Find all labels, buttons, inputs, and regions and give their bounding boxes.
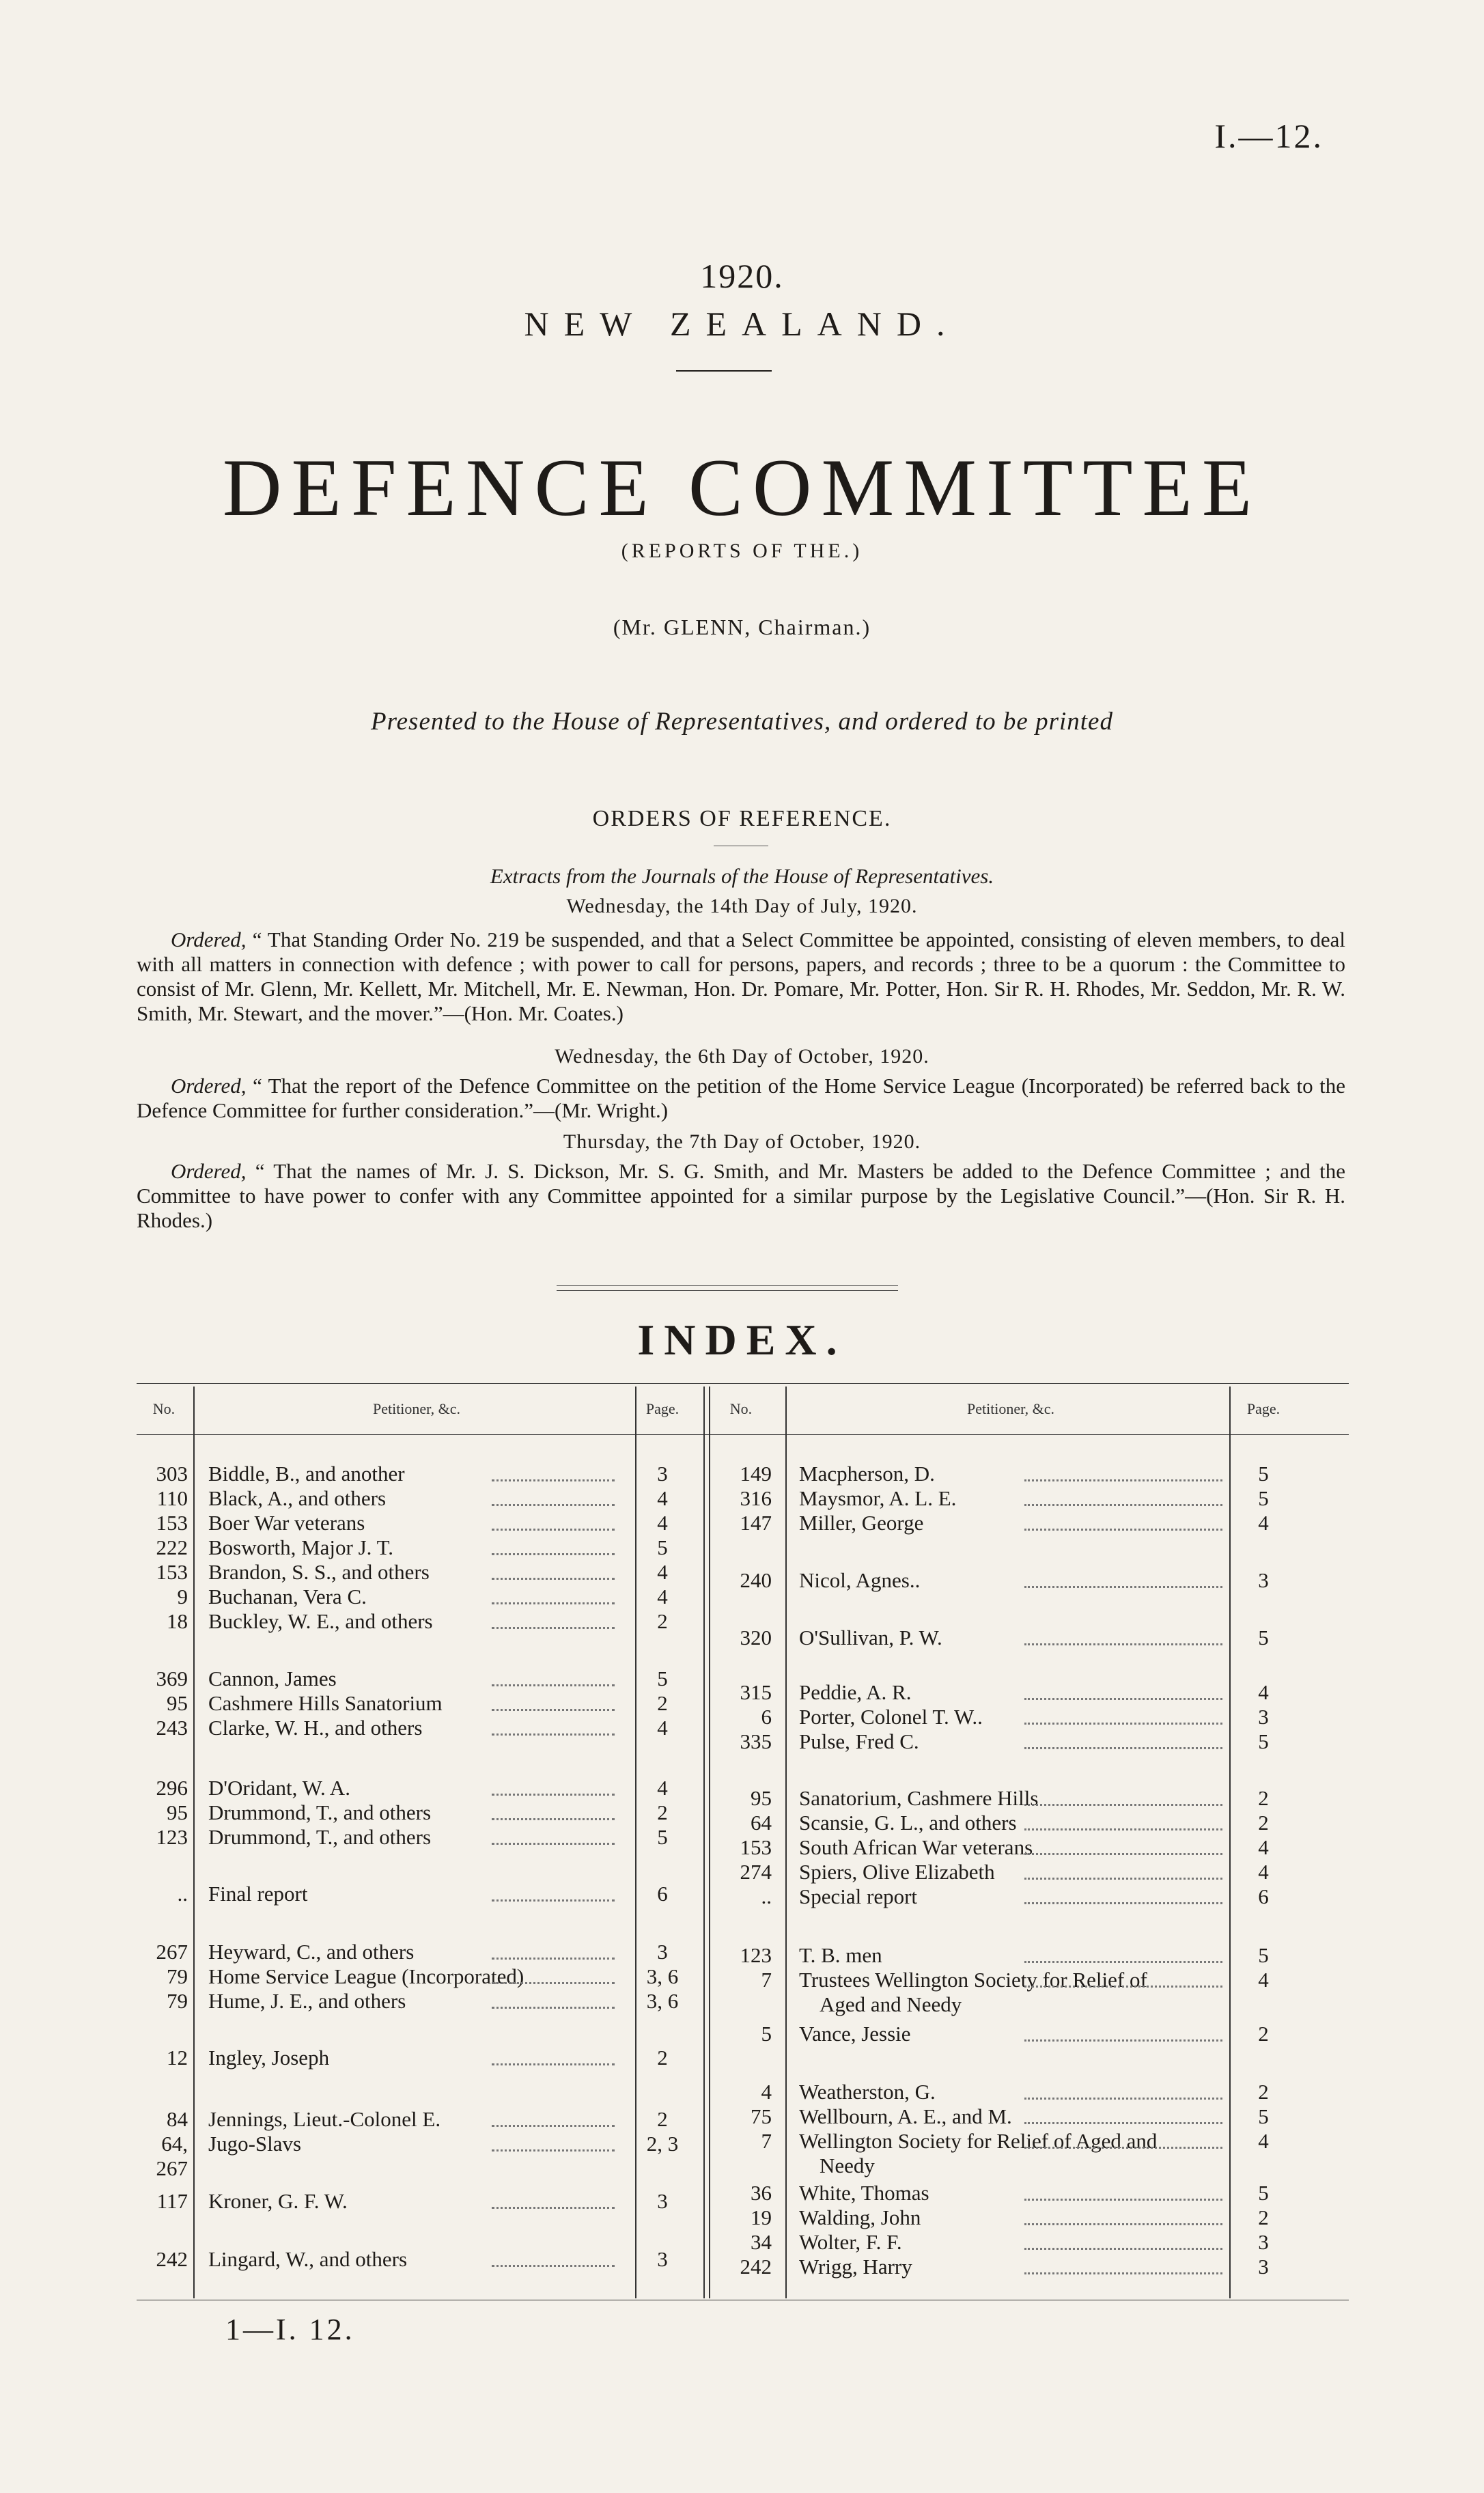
- entry-number: 242: [740, 2255, 772, 2279]
- entry-number: 123: [740, 1943, 772, 1967]
- petitioner-name: O'Sullivan, P. W.: [799, 1626, 942, 1649]
- entry-number: 147: [740, 1511, 772, 1535]
- petitioner-name: South African War veterans: [799, 1835, 1033, 1859]
- petitioner-name: Ingley, Joseph: [208, 2046, 330, 2070]
- petitioner-name: Walding, John: [799, 2205, 921, 2229]
- dot-leader: [1024, 2147, 1222, 2149]
- entry-number: 320: [740, 1626, 772, 1649]
- footer-label: 1—I. 12.: [225, 2313, 355, 2346]
- petitioner-name: Wellington Society for Relief of Aged and: [799, 2129, 1158, 2153]
- dot-leader: [492, 2149, 615, 2151]
- presented-line: Presented to the House of Representatives, and ordered to be printed: [371, 708, 1113, 736]
- ordered-label: Ordered,: [171, 1159, 247, 1183]
- order-paragraph: [137, 1159, 1345, 1233]
- entry-number: ..: [177, 1882, 188, 1906]
- page-number: 2: [657, 1800, 668, 1824]
- entry-number: 12: [167, 2046, 188, 2070]
- petitioner-name: Sanatorium, Cashmere Hills: [799, 1786, 1039, 1810]
- entry-number: 75: [751, 2104, 772, 2128]
- extracts-line: Extracts from the Journals of the House of Representatives.: [490, 864, 994, 888]
- page-number: 3: [1258, 2255, 1269, 2279]
- petitioner-name: T. B. men: [799, 1943, 882, 1967]
- page-number: 5: [1258, 1729, 1269, 1753]
- page-number: 6: [657, 1882, 668, 1906]
- petitioner-name: Special report: [799, 1884, 918, 1908]
- page-number: 4: [657, 1585, 668, 1608]
- entry-number: 7: [761, 2129, 772, 2153]
- entry-number: 267: [156, 1940, 188, 1964]
- petitioner-name: Miller, George: [799, 1511, 924, 1535]
- entry-number: 316: [740, 1486, 772, 1510]
- dot-leader: [1024, 2039, 1222, 2042]
- page-number: 4: [657, 1560, 668, 1584]
- double-divider: [557, 1285, 898, 1291]
- column-divider: [785, 1387, 787, 2298]
- petitioner-name: Weatherston, G.: [799, 2080, 936, 2104]
- column-divider: [635, 1387, 636, 2298]
- dot-leader: [1024, 1804, 1222, 1806]
- dot-leader: [492, 1627, 615, 1629]
- page-number: 3, 6: [646, 1964, 679, 1988]
- dot-leader: [1024, 1828, 1222, 1830]
- entry-number: 335: [740, 1729, 772, 1753]
- petitioner-name: Final report: [208, 1882, 308, 1906]
- petitioner-name-continued: Needy: [820, 2154, 875, 2177]
- entry-number: 153: [156, 1560, 188, 1584]
- entry-number: 153: [156, 1511, 188, 1535]
- dot-leader: [1024, 1747, 1222, 1749]
- dot-leader: [492, 1733, 615, 1736]
- column-divider: [703, 1387, 705, 2298]
- petitioner-name: Porter, Colonel T. W..: [799, 1705, 983, 1729]
- column-header-page: Page.: [1246, 1400, 1280, 1417]
- page-number: 4: [657, 1776, 668, 1800]
- column-header-petitioner: Petitioner, &c.: [372, 1400, 461, 1417]
- entry-number: 149: [740, 1462, 772, 1486]
- page-number: 4: [1258, 1680, 1269, 1704]
- page-number: 5: [657, 1535, 668, 1559]
- entry-number: 274: [740, 1860, 772, 1884]
- dot-leader: [1024, 2272, 1222, 2274]
- page-number: 2: [1258, 1811, 1269, 1835]
- page-number: 4: [1258, 1860, 1269, 1884]
- entry-number: 4: [761, 2080, 772, 2104]
- order-paragraph: [137, 928, 1345, 1026]
- petitioner-name: Black, A., and others: [208, 1486, 387, 1510]
- header-rule: [137, 1434, 1349, 1435]
- dot-leader: [492, 2063, 615, 2065]
- entry-number: 243: [156, 1716, 188, 1740]
- page-title: DEFENCE COMMITTEE: [222, 442, 1262, 533]
- column-header-no: No.: [729, 1400, 753, 1417]
- page-number: 3: [1258, 1705, 1269, 1729]
- page-number: 3: [657, 1940, 668, 1964]
- entry-number: 6: [761, 1705, 772, 1729]
- petitioner-name: Hume, J. E., and others: [208, 1989, 406, 2013]
- dot-leader: [492, 1818, 615, 1820]
- petitioner-name: Lingard, W., and others: [208, 2247, 408, 2271]
- entry-number: 34: [751, 2230, 772, 2254]
- order-date: Wednesday, the 6th Day of October, 1920.: [555, 1045, 929, 1068]
- column-header-page: Page.: [645, 1400, 680, 1417]
- petitioner-name: Biddle, B., and another: [208, 1462, 405, 1486]
- dot-leader: [1024, 2248, 1222, 2250]
- ordered-label: Ordered,: [171, 1074, 247, 1098]
- page-number: 2: [657, 2107, 668, 2131]
- dot-leader: [492, 1504, 615, 1506]
- entry-number: 79: [167, 1964, 188, 1988]
- petitioner-name: Boer War veterans: [208, 1511, 365, 1535]
- dot-leader: [492, 2125, 615, 2127]
- petitioner-name: Maysmor, A. L. E.: [799, 1486, 957, 1510]
- page-number: 4: [1258, 1968, 1269, 1992]
- entry-number: 315: [740, 1680, 772, 1704]
- page-number: 2: [657, 2046, 668, 2070]
- dot-leader: [492, 1958, 615, 1960]
- page-number: 4: [1258, 1835, 1269, 1859]
- dot-leader: [1024, 1961, 1222, 1963]
- petitioner-name: Cashmere Hills Sanatorium: [208, 1691, 443, 1715]
- year: 1920.: [700, 257, 784, 295]
- page-number: 4: [657, 1486, 668, 1510]
- entry-number: 117: [156, 2189, 188, 2213]
- page-number: 2: [1258, 2022, 1269, 2046]
- page-number: 3: [657, 2247, 668, 2271]
- entry-number: 240: [740, 1568, 772, 1592]
- dot-leader: [1024, 2199, 1222, 2201]
- order-text: “ That the report of the Defence Committee on the petition of the Home Service League (Incorporated) be referred back to the Defence Committee for further consideration.”—(Mr. Wright.): [137, 1074, 1345, 1122]
- dot-leader: [492, 1982, 615, 1984]
- entry-number: 5: [761, 2022, 772, 2046]
- page-number: 4: [1258, 1511, 1269, 1535]
- page-number: 2: [657, 1609, 668, 1633]
- dot-leader: [1024, 1698, 1222, 1700]
- page-number: 3: [657, 2189, 668, 2213]
- entry-number: 64, 267: [156, 2132, 188, 2180]
- entry-number: 9: [177, 1585, 188, 1608]
- page-number: 2, 3: [646, 2132, 679, 2156]
- table-top-rule: [137, 1383, 1349, 1384]
- entry-number: 84: [167, 2107, 188, 2131]
- petitioner-name: Drummond, T., and others: [208, 1800, 432, 1824]
- petitioner-name: Cannon, James: [208, 1667, 337, 1690]
- petitioner-name: Wrigg, Harry: [799, 2255, 912, 2279]
- dot-leader: [492, 1479, 615, 1481]
- entry-number: 7: [761, 1968, 772, 1992]
- dot-leader: [1024, 1986, 1222, 1988]
- dot-leader: [492, 2265, 615, 2267]
- dot-leader: [492, 1578, 615, 1580]
- dot-leader: [492, 1529, 615, 1531]
- petitioner-name: Kroner, G. F. W.: [208, 2189, 348, 2213]
- petitioner-name: Trustees Wellington Society for Relief of: [799, 1968, 1147, 1992]
- page-number: 5: [1258, 2181, 1269, 2205]
- petitioner-name: D'Oridant, W. A.: [208, 1776, 350, 1800]
- entry-number: 222: [156, 1535, 188, 1559]
- dot-leader: [492, 2007, 615, 2009]
- entry-number: 36: [751, 2181, 772, 2205]
- dot-leader: [1024, 2098, 1222, 2100]
- country-heading: NEW ZEALAND.: [524, 305, 960, 343]
- entry-number: 19: [751, 2205, 772, 2229]
- page-number: 2: [1258, 1786, 1269, 1810]
- page-number: 5: [1258, 1486, 1269, 1510]
- subtitle: (REPORTS OF THE.): [621, 540, 863, 562]
- column-divider: [1229, 1387, 1231, 2298]
- petitioner-name: Spiers, Olive Elizabeth: [799, 1860, 995, 1884]
- page-number: 2: [1258, 2080, 1269, 2104]
- dot-leader: [492, 1684, 615, 1686]
- entry-number: 303: [156, 1462, 188, 1486]
- page-number: 2: [1258, 2205, 1269, 2229]
- page-number: 5: [657, 1825, 668, 1849]
- divider: [676, 370, 772, 372]
- entry-number: 95: [751, 1786, 772, 1810]
- dot-leader: [492, 1602, 615, 1604]
- dot-leader: [492, 1553, 615, 1555]
- entry-number: 95: [167, 1691, 188, 1715]
- page-number: 4: [1258, 2129, 1269, 2153]
- petitioner-name: Drummond, T., and others: [208, 1825, 432, 1849]
- order-text: “ That Standing Order No. 219 be suspended, and that a Select Committee be appointed, consisting of eleven members, to deal with all matters in connection with defence ; with power to call for persons, papers, and records ; three to be a quorum : the Committee to consist of Mr. Glenn, Mr. Kellett, Mr. Mitchell, Mr. E. Newman, Hon. Dr. Pomare, Mr. Potter, Hon. Sir R. H. Rhodes, Mr. Seddon, Mr. R. W. Smith, Mr. Stewart, and the mover.”—(Hon. Mr. Coates.): [137, 928, 1346, 1025]
- page-number: 3: [1258, 1568, 1269, 1592]
- petitioner-name: Jugo-Slavs: [208, 2132, 302, 2156]
- entry-number: 18: [167, 1609, 188, 1633]
- column-divider: [193, 1387, 195, 2298]
- petitioner-name-continued: Aged and Needy: [820, 1992, 962, 2016]
- dot-leader: [492, 1709, 615, 1711]
- dot-leader: [1024, 2223, 1222, 2225]
- dot-leader: [492, 1899, 615, 1902]
- page-number: 3: [657, 1462, 668, 1486]
- entry-number: 153: [740, 1835, 772, 1859]
- dot-leader: [1024, 1586, 1222, 1588]
- petitioner-name: Buckley, W. E., and others: [208, 1609, 433, 1633]
- page-number: 5: [1258, 1626, 1269, 1649]
- page-number: 3, 6: [646, 1989, 679, 2013]
- entry-number: 79: [167, 1989, 188, 2013]
- document-number: I.—12.: [1214, 117, 1324, 155]
- petitioner-name: Macpherson, D.: [799, 1462, 935, 1486]
- page-number: 4: [657, 1716, 668, 1740]
- page-number: 5: [657, 1667, 668, 1690]
- order-paragraph: [137, 1074, 1345, 1123]
- order-text: “ That the names of Mr. J. S. Dickson, Mr. S. G. Smith, and Mr. Masters be added to the Defence Committee ; and the Committee to have power to confer with any Committee appointed for a similar purpose by the Legislative Council.”—(Hon. Sir R. H. Rhodes.): [137, 1159, 1345, 1232]
- order-date: Wednesday, the 14th Day of July, 1920.: [566, 895, 918, 917]
- chairman-line: (Mr. GLENN, Chairman.): [613, 615, 871, 639]
- dot-leader: [1024, 1529, 1222, 1531]
- petitioner-name: Nicol, Agnes..: [799, 1568, 921, 1592]
- petitioner-name: Jennings, Lieut.-Colonel E.: [208, 2107, 441, 2131]
- petitioner-name: Clarke, W. H., and others: [208, 1716, 423, 1740]
- entry-number: 296: [156, 1776, 188, 1800]
- ordered-label: Ordered,: [171, 928, 247, 951]
- petitioner-name: Buchanan, Vera C.: [208, 1585, 367, 1608]
- dot-leader: [492, 1794, 615, 1796]
- entry-number: 369: [156, 1667, 188, 1690]
- entry-number: 95: [167, 1800, 188, 1824]
- page-number: 6: [1258, 1884, 1269, 1908]
- page-number: 5: [1258, 1943, 1269, 1967]
- petitioner-name: Peddie, A. R.: [799, 1680, 912, 1704]
- page-number: 5: [1258, 1462, 1269, 1486]
- dot-leader: [492, 2207, 615, 2209]
- petitioner-name: Wolter, F. F.: [799, 2230, 902, 2254]
- petitioner-name: White, Thomas: [799, 2181, 929, 2205]
- entry-number: 242: [156, 2247, 188, 2271]
- petitioner-name: Bosworth, Major J. T.: [208, 1535, 393, 1559]
- page-number: 4: [657, 1511, 668, 1535]
- column-header-petitioner: Petitioner, &c.: [966, 1400, 1055, 1417]
- petitioner-name: Home Service League (Incorporated): [208, 1964, 524, 1988]
- dot-leader: [1024, 1643, 1222, 1645]
- index-title: INDEX.: [637, 1315, 847, 1364]
- entry-number: 123: [156, 1825, 188, 1849]
- petitioner-name: Wellbourn, A. E., and M.: [799, 2104, 1012, 2128]
- dot-leader: [1024, 1723, 1222, 1725]
- dot-leader: [1024, 2122, 1222, 2124]
- dot-leader: [1024, 1878, 1222, 1880]
- page-number: 5: [1258, 2104, 1269, 2128]
- petitioner-name: Vance, Jessie: [799, 2022, 911, 2046]
- dot-leader: [1024, 1479, 1222, 1481]
- petitioner-name: Scansie, G. L., and others: [799, 1811, 1017, 1835]
- page-number: 3: [1258, 2230, 1269, 2254]
- page-number: 2: [657, 1691, 668, 1715]
- dot-leader: [1024, 1853, 1222, 1855]
- petitioner-name: Heyward, C., and others: [208, 1940, 415, 1964]
- dot-leader: [1024, 1902, 1222, 1904]
- order-date: Thursday, the 7th Day of October, 1920.: [563, 1130, 921, 1153]
- petitioner-name: Brandon, S. S., and others: [208, 1560, 430, 1584]
- dot-leader: [492, 1843, 615, 1845]
- entry-number: 64: [751, 1811, 772, 1835]
- entry-number: 110: [156, 1486, 188, 1510]
- column-header-no: No.: [152, 1400, 176, 1417]
- entry-number: ..: [761, 1884, 772, 1908]
- orders-heading: ORDERS OF REFERENCE.: [592, 806, 892, 831]
- petitioner-name: Pulse, Fred C.: [799, 1729, 919, 1753]
- dot-leader: [1024, 1504, 1222, 1506]
